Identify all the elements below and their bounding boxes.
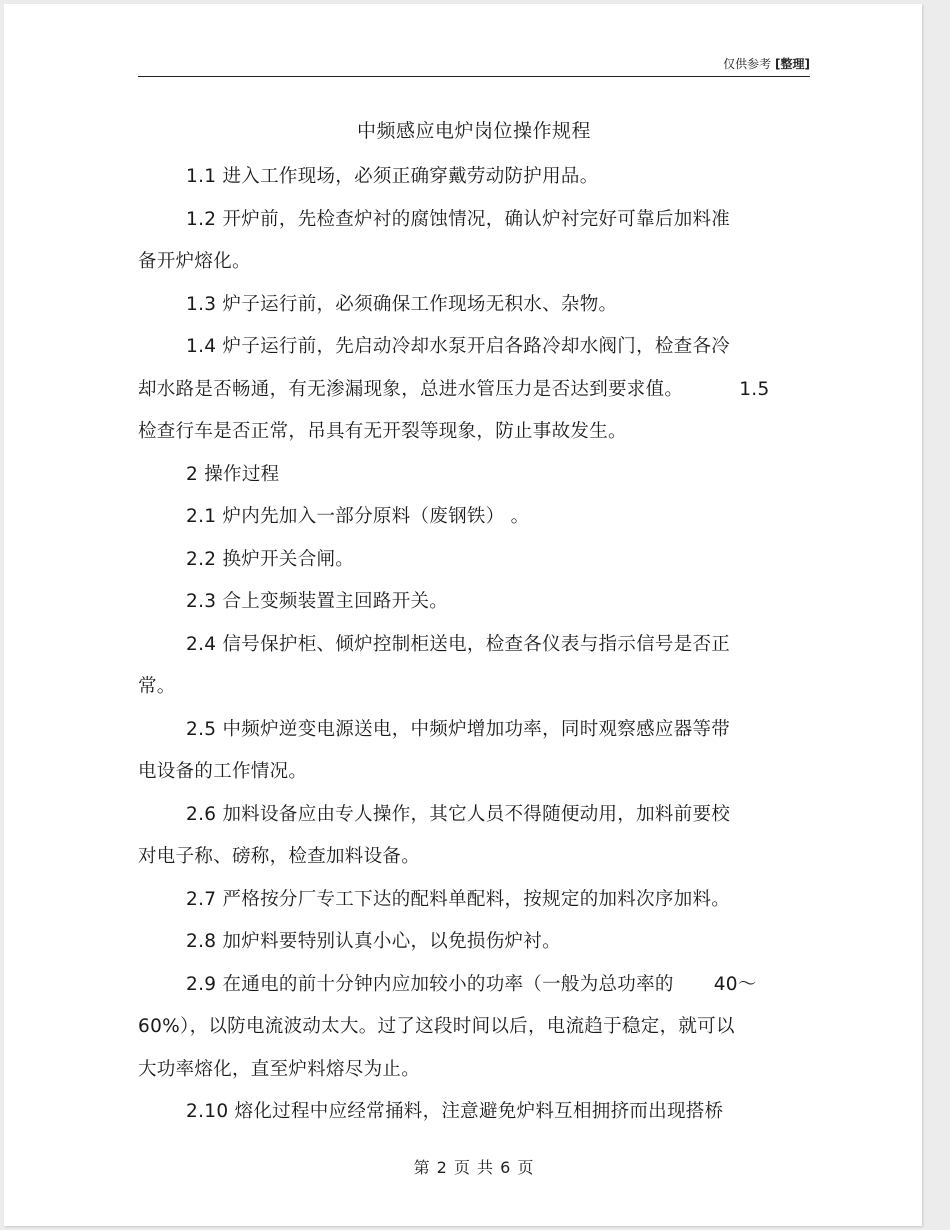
paragraph-line: 备开炉熔化。 (138, 251, 251, 272)
page-footer (138, 1155, 810, 1178)
paragraph-line: 对电子称、磅称，检查加料设备。 (138, 846, 421, 867)
paragraph-line: 2.4 信号保护柜、倾炉控制柜送电，检查各仪表与指示信号是否正 (186, 633, 731, 655)
section-heading: 2 操作过程 (186, 463, 280, 485)
paragraph-line: 2.7 严格按分厂专工下达的配料单配料，按规定的加料次序加料。 (186, 888, 731, 910)
paragraph-line: 2.5 中频炉逆变电源送电，中频炉增加功率，同时观察感应器等带 (186, 718, 731, 740)
paragraph-line: 电设备的工作情况。 (138, 761, 308, 782)
paragraph-line: 1.2 开炉前，先检查炉衬的腐蚀情况，确认炉衬完好可靠后加料准 (186, 208, 731, 230)
paragraph-line: 常。 (138, 676, 176, 697)
paragraph-line: 2.10 熔化过程中应经常捅料，注意避免炉料互相拥挤而出现搭桥 (186, 1101, 724, 1122)
paragraph-line: 却水路是否畅通，有无渗漏现象，总进水管压力是否达到要求值。 1.5 (138, 378, 770, 400)
header-note-text: 仅供参考 (723, 57, 772, 71)
paragraph-line: 大功率熔化，直至炉料熔尽为止。 (138, 1058, 421, 1080)
paragraph-line-tail: 40～ (713, 973, 757, 995)
paragraph-line: 2.2 换炉开关合闸。 (186, 548, 355, 570)
paragraph-line: 2.3 合上变频装置主回路开关。 (186, 591, 449, 612)
header-note (723, 55, 810, 72)
header-tag: [整理] (775, 57, 810, 71)
paragraph-line: 1.3 炉子运行前，必须确保工作现场无积水、杂物。 (186, 293, 618, 315)
footer-mid: 页 共 (453, 1158, 495, 1177)
paragraph-line: 1.4 炉子运行前，先启动冷却水泵开启各路冷却水阀门，检查各冷 (186, 336, 731, 357)
paragraph-line: 2.1 炉内先加入一部分原料（废钢铁） 。 (186, 506, 530, 527)
page-header (138, 50, 810, 77)
footer-suffix: 页 (517, 1158, 535, 1177)
document-title: 中频感应电炉岗位操作规程 (356, 120, 591, 142)
paragraph-line: 60%），以防电流波动太大。过了这段时间以后，电流趋于稳定，就可以 (138, 1016, 735, 1037)
footer-total-pages: 6 (500, 1158, 512, 1177)
paragraph-line: 2.9 在通电的前十分钟内应加较小的功率（一般为总功率的 40～ (186, 973, 757, 995)
paragraph-line: 1.1 进入工作现场，必须正确穿戴劳动防护用品。 (186, 166, 599, 187)
paragraph-line-tail: 1.5 (739, 378, 770, 400)
paragraph-line: 检查行车是否正常，吊具有无开裂等现象，防止事故发生。 (138, 421, 627, 442)
document-body (138, 156, 810, 1134)
footer-prefix: 第 (413, 1158, 431, 1177)
footer-page-number: 2 (436, 1158, 448, 1177)
paragraph-line: 2.6 加料设备应由专人操作，其它人员不得随便动用，加料前要校 (186, 803, 731, 825)
paragraph-line: 2.8 加炉料要特别认真小心，以免损伤炉衬。 (186, 931, 561, 952)
